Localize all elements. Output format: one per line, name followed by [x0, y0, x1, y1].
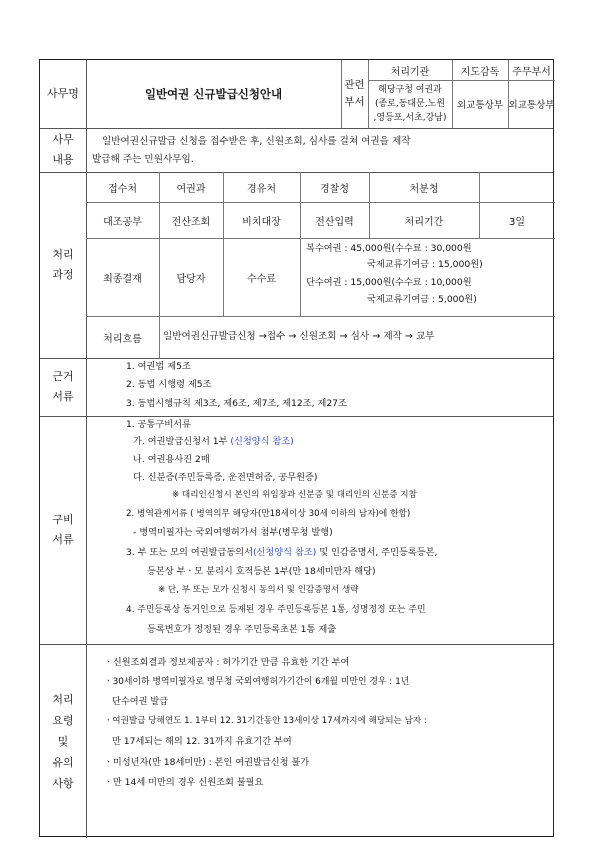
basis-line: 1. 여권법 제5조 — [126, 361, 191, 372]
basis-line: 3. 동법시행규칙 제3조, 제6조, 제7조, 제12조, 제27조 — [126, 398, 347, 409]
supervision-value: 외교통상부 — [457, 100, 503, 111]
doc-line: 다. 신분증(주민등록증, 운전면허증, 공무원증) — [133, 472, 318, 483]
processing-period-label: 처리기간 — [404, 216, 444, 228]
doc-line: 1. 공통구비서류 — [126, 419, 191, 430]
fee-line: 국제교류기여금 : 15,000원) — [367, 259, 483, 270]
doc-line: 나. 여권용사진 2매 — [133, 454, 210, 465]
process-header: 경찰청 — [320, 183, 349, 195]
process-flow: 일반여권신규발급신청 →접수 → 신원조회 → 심사 → 제작 → 교부 — [163, 331, 435, 342]
note-line: 단수여권 발급 — [112, 696, 169, 707]
content-line: 일반여권신규발급 신청을 접수받은 후, 신원조회, 심사를 걸쳐 여권을 제작 — [102, 136, 411, 147]
fee-label: 수수료 — [247, 273, 276, 285]
document-title: 일반여권 신규발급신청안내 — [144, 87, 283, 101]
officer-cell: 담당자 — [176, 273, 206, 285]
main-dept-value: 외교통상부 — [508, 100, 555, 111]
process-cell: 전산입력 — [315, 216, 354, 228]
process-row — [40, 172, 553, 359]
note-line: ㆍ만 14세 미만의 경우 신원조회 불필요 — [104, 777, 264, 788]
header-label: 사무명 — [40, 60, 87, 128]
doc-line: 4. 주민등록상 동거인으로 등재된 경우 주민등록등본 1통, 성명정정 또는 주민 — [126, 605, 426, 615]
col-supervision: 지도감독 — [460, 66, 500, 78]
process-header: 여권과 — [176, 183, 206, 195]
processing-org-value: 해당구청 여권과 (종로,동대문,노원 ,영등포,서초,강남) — [373, 85, 447, 123]
content-label: 사무 내용 — [40, 128, 87, 172]
doc-line: - 병역미필자는 국외여행허가서 첨부(병무청 발행) — [133, 527, 333, 538]
documents-row — [40, 416, 553, 645]
doc-line: 가. 여권발급신청서 1부 (신청양식 참조) — [133, 436, 294, 447]
final-approval-label: 최종결재 — [103, 273, 142, 285]
process-header: 경유처 — [247, 183, 276, 195]
doc-line: 2. 병역관계서류 ( 병역의무 해당자(만18세이상 30세 이하의 남자)에 한함) — [126, 509, 411, 519]
process-cell: 비치대장 — [242, 216, 281, 228]
doc-line: 등록번호가 정정된 경우 주민등록초본 1통 제출 — [147, 624, 337, 635]
process-label: 처리 과정 — [40, 172, 87, 358]
process-header: 접수처 — [108, 183, 137, 195]
doc-note: ※ 대리인신청시 본인의 위임장과 신분증 및 대리인의 신분증 지참 — [172, 490, 417, 500]
basis-line: 2. 동법 시행령 제5조 — [126, 379, 212, 390]
notes-label: 처리 요령 및 유의 사항 — [40, 644, 87, 838]
col-processing-org: 처리기관 — [390, 66, 430, 78]
note-line: ㆍ미성년자(만 18세미만) : 본인 여권발급신청 불가 — [104, 757, 310, 768]
note-line: ㆍ30세이하 병역미필자로 병무청 국외여행허가기간이 6개월 미만인 경우 : 1년 — [104, 677, 410, 687]
related-dept-label: 관련 부서 — [344, 79, 365, 108]
doc-note: ※ 단, 부 또는 모가 신청시 동의서 및 인감증명서 생략 — [158, 585, 359, 595]
content-line: 발급해 주는 민원사무임. — [92, 154, 194, 165]
doc-line: 3. 부 또는 모의 여권발급동의서(신청양식 참조) 및 인감증명서, 주민등록등본, — [126, 547, 438, 558]
doc-line: 등본상 부ㆍ모 분리시 호적등본 1부(만 18세미만자 해당) — [147, 566, 376, 577]
note-line: ㆍ신원조회결과 정보제공자 : 허가기간 만큼 유효한 기간 부여 — [104, 657, 350, 668]
fee-line: 단수여권 : 15,000원(수수료 : 10,000원 — [306, 277, 472, 288]
notes-row — [40, 644, 553, 838]
content-row — [40, 128, 553, 173]
form-reference-link[interactable]: (신청양식 참조) — [230, 436, 294, 447]
fee-line: 복수여권 : 45,000원(수수료 : 30,000원 — [306, 243, 472, 254]
documents-label: 구비 서류 — [40, 416, 87, 644]
process-cell: 전산조회 — [171, 216, 211, 228]
basis-label: 근거 서류 — [40, 358, 87, 416]
basis-row — [40, 358, 553, 417]
document-table — [39, 59, 554, 837]
form-reference-link[interactable]: (신청양식 참조) — [252, 547, 317, 558]
header-row — [40, 60, 553, 129]
process-cell: 대조공부 — [103, 216, 142, 228]
col-main-dept: 주무부서 — [512, 66, 551, 78]
processing-period-value: 3일 — [508, 216, 526, 228]
process-header: 처분청 — [409, 183, 439, 195]
note-line: ㆍ여권발급 당해연도 1. 1부터 12. 31기간동안 13세이상 17세까지에 해당되는 남자 : — [104, 716, 427, 726]
flow-label: 처리흐름 — [103, 333, 142, 345]
note-line: 만 17세되는 해의 12. 31까지 유효기간 부여 — [112, 736, 292, 747]
fee-line: 국제교류기여금 : 5,000원) — [367, 294, 477, 305]
